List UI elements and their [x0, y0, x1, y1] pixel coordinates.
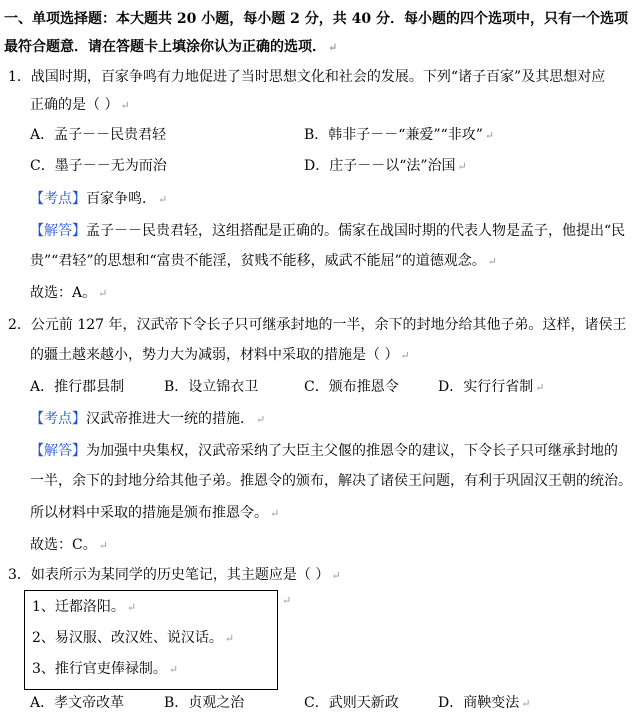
q2-jieda-line2: 一半，余下的封地分给其他子弟。推恩令的颁布，解决了诸侯王问题，有利于巩固汉王朝的统治。 — [30, 473, 632, 489]
q2-option-a: A．推行郡县制 — [30, 379, 125, 395]
paragraph-mark-icon: ↵ — [224, 632, 235, 645]
q1-jieda-line1: 【解答】孟子－－民贵君轻，这组搭配是正确的。儒家在战国时期的代表人物是孟子，他提出“民 — [30, 223, 626, 239]
jieda-tag: 【解答】 — [30, 223, 86, 239]
q1-option-a: A．孟子－－民贵君轻 — [30, 127, 167, 143]
paragraph-mark-icon: ↵ — [400, 349, 410, 362]
paragraph-mark-icon: ↵ — [98, 287, 108, 300]
q2-option-d: D．实行行省制 ↵ — [438, 379, 545, 395]
paragraph-mark-icon: ↵ — [98, 539, 108, 552]
q2-stem-line2: 的疆土越来越小，势力大为减弱，材料中采取的措施是（ ） ↵ — [30, 347, 410, 363]
q3-option-a: A．孝文帝改革 — [30, 695, 125, 711]
q3-note-3: 3、推行官吏俸禄制。 ↵ — [32, 661, 179, 677]
q2-jieda-line1: 【解答】为加强中央集权，汉武帝采纳了大臣主父偃的推恩令的建议，下令长子只可继承封地的 — [30, 443, 618, 459]
q1-stem-line2: 正确的是（ ） ↵ — [30, 97, 130, 113]
q2-answer: 故选：C。 ↵ — [30, 537, 108, 553]
q1-option-b: B．韩非子－－“兼爱”“非攻” ↵ — [304, 127, 495, 143]
q3-option-d: D．商鞅变法 ↵ — [438, 695, 531, 711]
paragraph-mark-icon: ↵ — [282, 594, 292, 607]
paragraph-mark-icon: ↵ — [484, 129, 495, 142]
q1-stem-line1: 1．战国时期，百家争鸣有力地促进了当时思想文化和社会的发展。下列“诸子百家”及其思想对应 — [8, 69, 606, 85]
q2-stem-line1: 2．公元前 127 年，汉武帝下令长子只可继承封地的一半，余下的封地分给其他子弟。这样，诸侯王 — [8, 317, 627, 333]
q3-note-2: 2、易汉服、改汉姓、说汉话。 ↵ — [32, 630, 235, 646]
paragraph-mark-icon: ↵ — [328, 41, 338, 54]
paragraph-mark-icon: ↵ — [158, 193, 168, 206]
paragraph-mark-icon: ↵ — [270, 507, 280, 520]
kaodian-tag: 【考点】 — [30, 411, 86, 427]
q2-kaodian: 【考点】汉武帝推进大一统的措施． ↵ — [30, 411, 266, 427]
q2-jieda-line3: 所以材料中采取的措施是颁布推恩令。 ↵ — [30, 505, 280, 521]
paragraph-mark-icon: ↵ — [535, 381, 545, 394]
paragraph-mark-icon: ↵ — [256, 413, 266, 426]
section-instructions-line1: 一、单项选择题：本大题共 20 小题，每小题 2 分，共 40 分．每小题的四个选项中，只有一个选项 — [4, 11, 628, 27]
paragraph-mark-icon: ↵ — [168, 663, 179, 676]
kaodian-tag: 【考点】 — [30, 191, 86, 207]
paragraph-mark-icon: ↵ — [331, 569, 341, 582]
paragraph-mark-icon: ↵ — [457, 160, 467, 173]
jieda-tag: 【解答】 — [30, 443, 86, 459]
paragraph-mark-icon: ↵ — [120, 99, 130, 112]
q1-option-c: C．墨子－－无为而治 — [30, 158, 167, 174]
paragraph-mark-icon: ↵ — [521, 697, 531, 710]
q1-answer: 故选：A。 ↵ — [30, 285, 108, 301]
section-instructions-line2: 最符合题意．请在答题卡上填涂你认为正确的选项． ↵ — [4, 39, 338, 55]
q2-option-b: B．设立锦衣卫 — [164, 379, 259, 395]
paragraph-mark-icon: ↵ — [126, 601, 137, 614]
q1-kaodian: 【考点】百家争鸣． ↵ — [30, 191, 168, 207]
q3-option-c: C．武则天新政 — [304, 695, 399, 711]
q3-note-1: 1、迁都洛阳。 ↵ — [32, 599, 137, 615]
q3-option-b: B．贞观之治 — [164, 695, 245, 711]
q3-stem: 3．如表所示为某同学的历史笔记，其主题应是（ ） ↵ — [8, 567, 341, 583]
q2-option-c: C．颁布推恩令 — [304, 379, 399, 395]
q1-option-d: D．庄子－－以“法”治国 ↵ — [304, 158, 467, 174]
paragraph-mark-icon: ↵ — [487, 255, 498, 268]
q1-jieda-line2: 贵”“君轻”的思想和“富贵不能淫，贫贱不能移，威武不能屈”的道德观念。 ↵ — [30, 253, 498, 269]
